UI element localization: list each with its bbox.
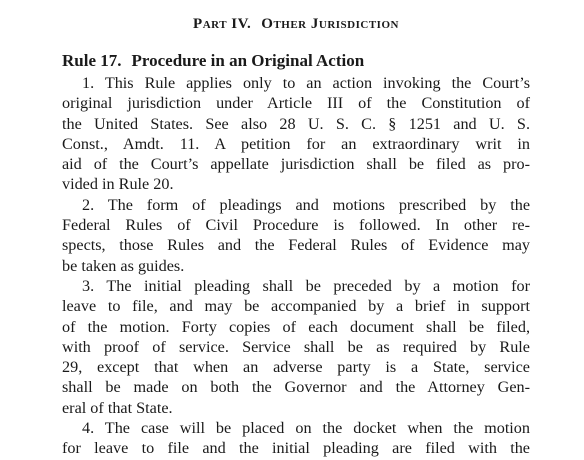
paragraph-1 (62, 73, 530, 195)
text-line: 2. The form of pleadings and motions prescribed by the (82, 195, 530, 214)
text-line: Const., Amdt. 11. A petition for an extraordinary writ in (62, 134, 530, 153)
text-line: eral of that State. (62, 398, 173, 417)
rule-number: Rule 17. (62, 51, 122, 70)
part-number: Part IV. (193, 16, 252, 32)
text-line: aid of the Court’s appellate jurisdiction shall be filed as pro- (62, 155, 530, 174)
text-line: 1. This Rule applies only to an action invoking the Court’s (82, 74, 530, 92)
text-line: leave to file, and may be accompanied by a brief in support (62, 297, 530, 316)
text-line: of the motion. Forty copies of each document shall be filed, (62, 317, 530, 336)
text-line: spects, those Rules and the Federal Rules of Evidence may (62, 236, 530, 255)
paragraph-2 (62, 195, 530, 276)
text-line: vided in Rule 20. (62, 175, 174, 194)
text-line: the United States. See also 28 U. S. C. § 1251 and U. S. (62, 114, 530, 133)
text-line: for leave to file and the initial pleading are filed with the (62, 439, 530, 458)
text-line: 29, except that when an adverse party is a State, service (62, 358, 530, 377)
part-heading (62, 0, 530, 36)
rule-title: Procedure in an Original Action (131, 51, 365, 70)
text-line: Federal Rules of Civil Procedure is followed. In other re- (62, 216, 530, 235)
text-line: 4. The case will be placed on the docket when the motion (82, 419, 530, 438)
text-line: shall be made on both the Governor and the Attorney Gen- (62, 378, 530, 397)
document-page (62, 0, 530, 459)
paragraph-3 (62, 276, 530, 418)
part-title: Other Jurisdiction (261, 16, 399, 32)
paragraph-4 (62, 418, 530, 459)
text-line: be taken as guides. (62, 256, 185, 275)
text-line: original jurisdiction under Article III of the Constitution of (62, 94, 530, 113)
text-line: 3. The initial pleading shall be preceded by a motion for (82, 276, 530, 295)
rule-heading (62, 49, 530, 73)
text-line: with proof of service. Service shall be as required by Rule (62, 337, 530, 356)
